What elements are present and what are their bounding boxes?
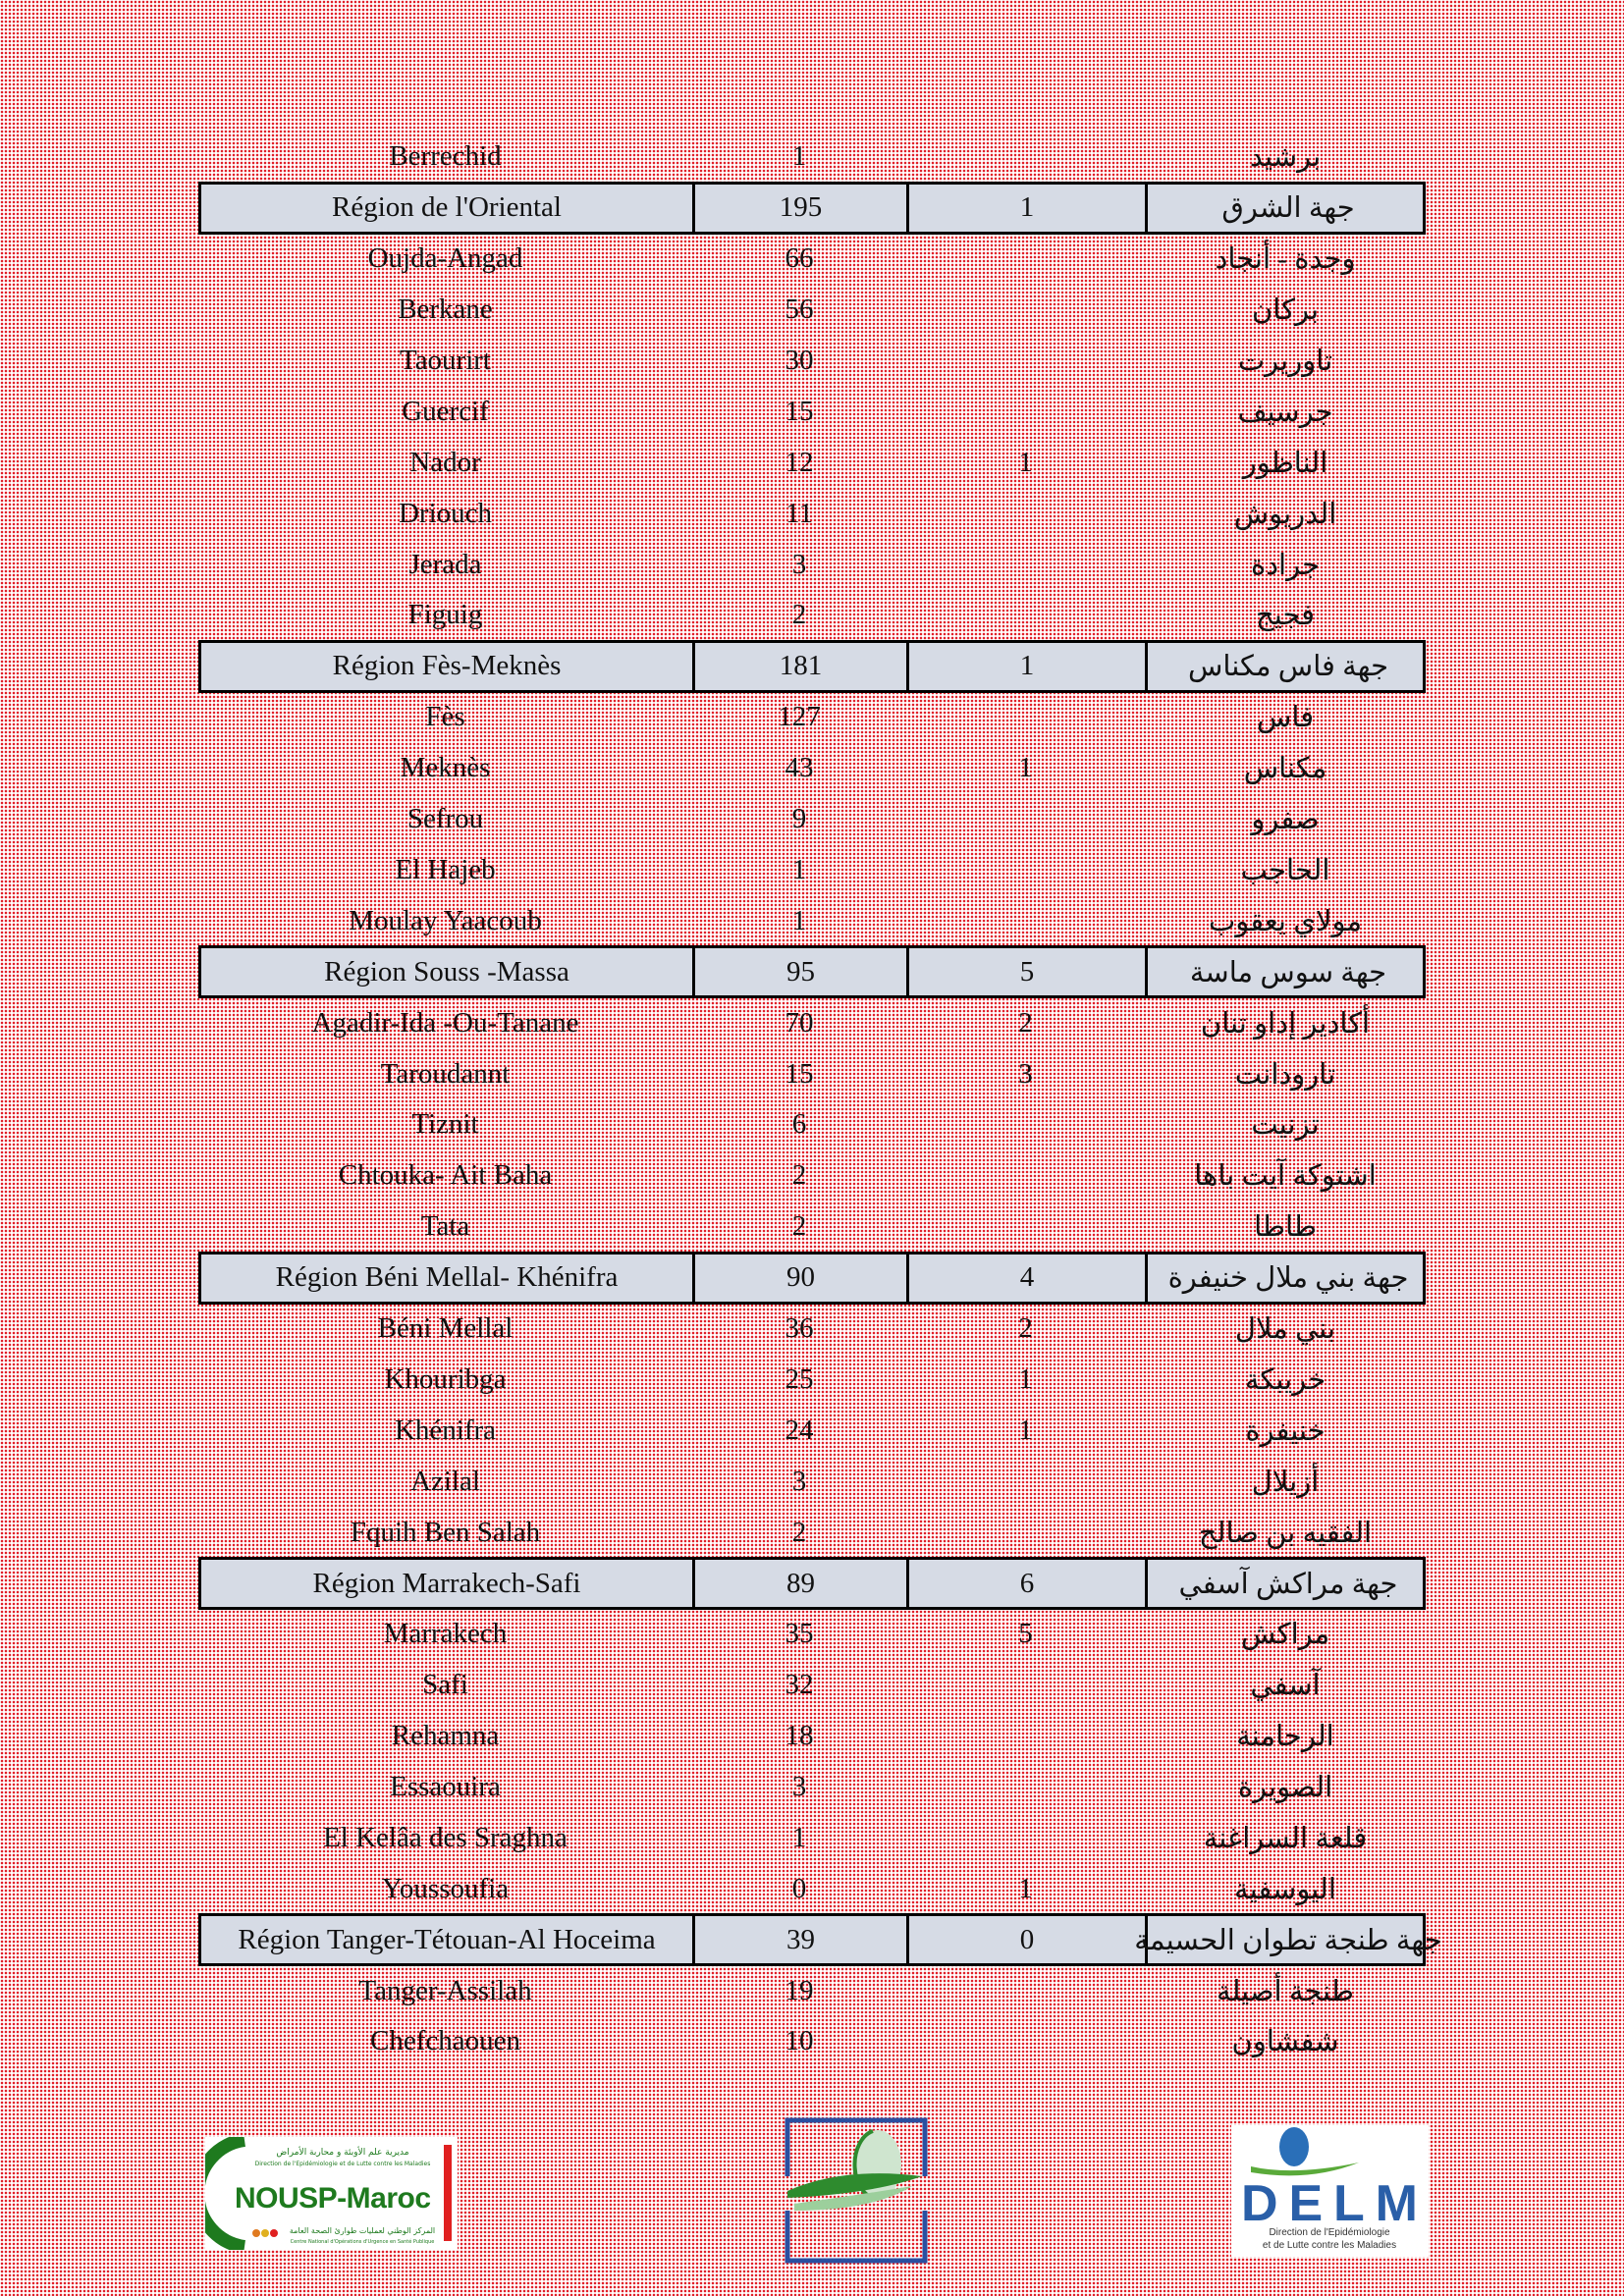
name-ar: الناظور [1242, 447, 1328, 479]
second-count [906, 1507, 1145, 1558]
district-row [198, 895, 1426, 946]
second-count [906, 539, 1145, 590]
second-count: 1 [1018, 1872, 1033, 1904]
count: 39 [695, 1916, 909, 1963]
second-count [906, 692, 1145, 743]
district-row [198, 336, 1426, 387]
name-fr: Figuig [407, 599, 483, 631]
svg-text:NOUSP-Maroc: NOUSP-Maroc [235, 2182, 431, 2215]
second-count [906, 2016, 1145, 2067]
count: 11 [785, 497, 813, 529]
second-count [906, 895, 1145, 946]
second-count [906, 1812, 1145, 1863]
second-count: 1 [909, 185, 1148, 232]
region-row [198, 1557, 1426, 1610]
name-fr: El Hajeb [395, 853, 496, 885]
district-row [198, 132, 1426, 183]
name-ar: طاطا [1254, 1211, 1317, 1244]
district-row [198, 1965, 1426, 2016]
name-ar: خريبكة [1244, 1363, 1326, 1396]
district-row [198, 1456, 1426, 1507]
name-ar: تزنيت [1251, 1109, 1320, 1142]
count: 1 [791, 853, 807, 885]
second-count: 5 [1018, 1618, 1033, 1650]
second-count: 4 [909, 1255, 1148, 1302]
name-fr: Jerada [408, 548, 482, 580]
cases-table [198, 132, 1442, 2067]
district-row [198, 1405, 1426, 1456]
count: 195 [695, 185, 909, 232]
count: 1 [791, 1821, 807, 1853]
district-row [198, 997, 1426, 1048]
district-row [198, 1812, 1426, 1863]
count: 181 [695, 643, 909, 690]
count: 2 [791, 1210, 807, 1243]
second-count: 0 [909, 1916, 1148, 1963]
count: 18 [785, 1720, 814, 1752]
name-fr: Moulay Yaacoub [349, 904, 542, 936]
name-fr: Rehamna [391, 1720, 500, 1752]
name-fr: Essaouira [390, 1771, 501, 1803]
name-fr: Tiznit [411, 1108, 479, 1141]
name-ar: بني ملال [1234, 1312, 1336, 1345]
name-ar: تاوريرت [1237, 346, 1333, 378]
name-ar: مولاي يعقوب [1208, 905, 1363, 937]
district-row [198, 1048, 1426, 1099]
name-fr: Région Béni Mellal- Khénifra [201, 1255, 695, 1302]
district-row [198, 539, 1426, 590]
name-fr: Azilal [410, 1465, 480, 1497]
name-ar: الرحامنة [1236, 1721, 1334, 1753]
name-ar: جرسيف [1237, 396, 1333, 428]
nousp-maroc-logo [205, 2137, 458, 2250]
district-row [198, 743, 1426, 794]
name-ar: الدريوش [1233, 498, 1337, 530]
svg-text:DELM: DELM [1241, 2175, 1418, 2232]
second-count: 3 [1018, 1057, 1033, 1090]
name-ar: شفشاون [1231, 2026, 1339, 2058]
name-fr: Région de l'Oriental [201, 185, 695, 232]
count: 9 [791, 803, 807, 835]
district-row [198, 590, 1426, 641]
svg-text:مديرية علم الأوبئة و محاربة ال: مديرية علم الأوبئة و محاربة الأمراض [276, 2148, 409, 2158]
count: 1 [791, 140, 807, 173]
second-count: 1 [909, 643, 1148, 690]
district-row [198, 285, 1426, 336]
district-row [198, 2016, 1426, 2067]
count: 70 [785, 1006, 814, 1039]
district-row [198, 1099, 1426, 1150]
second-count: 5 [909, 948, 1148, 995]
second-count [906, 794, 1145, 845]
name-fr: Béni Mellal [377, 1311, 514, 1344]
district-row [198, 1711, 1426, 1762]
count: 3 [791, 1465, 807, 1497]
name-ar: فجيج [1255, 600, 1316, 632]
name-fr: Fès [425, 701, 465, 733]
svg-text:et de Lutte contre les Maladie: et de Lutte contre les Maladies [1262, 2240, 1397, 2251]
name-ar: وجدة - أنجاد [1215, 243, 1356, 276]
delm-logo [1231, 2125, 1429, 2257]
second-count: 1 [1018, 1362, 1033, 1395]
name-fr: Driouch [398, 497, 493, 529]
name-ar: قلعة السراغنة [1203, 1822, 1368, 1854]
name-ar: جهة مراكش آسفي [1178, 1568, 1398, 1600]
name-ar: أزيلال [1251, 1466, 1320, 1498]
name-fr: Chefchaouen [370, 2025, 520, 2057]
name-ar: جهة سوس ماسة [1189, 956, 1387, 988]
name-fr: Nador [409, 446, 481, 478]
name-ar: طنجة أصيلة [1217, 1975, 1354, 2007]
name-fr: Khouribga [384, 1362, 507, 1395]
count: 66 [785, 242, 814, 275]
count: 89 [695, 1560, 909, 1607]
name-fr: Oujda-Angad [367, 242, 523, 275]
second-count [906, 845, 1145, 896]
name-fr: Meknès [400, 752, 491, 784]
count: 56 [785, 294, 814, 326]
name-fr: Région Souss -Massa [201, 948, 695, 995]
name-ar: جهة الشرق [1221, 192, 1355, 225]
second-count [906, 336, 1145, 387]
name-ar: فاس [1256, 702, 1315, 734]
region-row [198, 640, 1426, 693]
second-count: 1 [1018, 1414, 1033, 1446]
second-count [906, 1965, 1145, 2016]
name-ar: الحاجب [1240, 854, 1330, 886]
count: 36 [785, 1311, 814, 1344]
count: 2 [791, 599, 807, 631]
name-fr: Tanger-Assilah [358, 1974, 532, 2006]
ministry-health-logo [785, 2117, 928, 2264]
second-count: 6 [909, 1560, 1148, 1607]
svg-text:Centre National d'Opérations d: Centre National d'Opérations d'Urgence en Santé Publique [290, 2239, 435, 2245]
count: 0 [791, 1872, 807, 1904]
name-ar: خنيفرة [1245, 1415, 1326, 1447]
name-ar: الصويرة [1237, 1772, 1333, 1804]
region-row [198, 182, 1426, 235]
second-count: 2 [1018, 1311, 1033, 1344]
name-fr: Khénifra [394, 1414, 497, 1446]
name-ar: صفرو [1251, 804, 1320, 836]
name-ar: اشتوكة آيت باها [1194, 1160, 1377, 1193]
name-fr: Berrechid [389, 140, 502, 173]
name-ar: آسفي [1250, 1670, 1321, 1702]
count: 6 [791, 1108, 807, 1141]
second-count: 1 [1018, 446, 1033, 478]
district-row [198, 1609, 1426, 1660]
count: 15 [785, 1057, 814, 1090]
name-fr: El Kelâa des Sraghna [323, 1821, 568, 1853]
name-fr: Taroudannt [380, 1057, 511, 1090]
second-count [906, 386, 1145, 437]
name-fr: Fquih Ben Salah [350, 1516, 541, 1548]
count: 12 [785, 446, 814, 478]
district-row [198, 845, 1426, 896]
second-count [906, 1660, 1145, 1711]
count: 1 [791, 904, 807, 936]
count: 3 [791, 1771, 807, 1803]
count: 32 [785, 1669, 814, 1701]
name-ar: جهة فاس مكناس [1188, 651, 1388, 683]
district-row [198, 234, 1426, 285]
name-ar: الفقيه بن صالح [1198, 1517, 1373, 1549]
region-row [198, 1252, 1426, 1305]
second-count [906, 132, 1145, 183]
second-count [906, 1456, 1145, 1507]
name-fr: Taourirt [400, 345, 491, 377]
svg-text:Direction de l'Epidémiologie: Direction de l'Epidémiologie [1269, 2227, 1390, 2238]
name-ar: اليوسفية [1234, 1873, 1336, 1905]
count: 24 [785, 1414, 814, 1446]
district-row [198, 437, 1426, 488]
name-fr: Région Marrakech-Safi [201, 1560, 695, 1607]
count: 15 [785, 395, 814, 427]
count: 19 [785, 1974, 814, 2006]
district-row [198, 386, 1426, 437]
district-row [198, 488, 1426, 539]
region-row [198, 1913, 1442, 1966]
district-row [198, 1201, 1426, 1253]
count: 90 [695, 1255, 909, 1302]
second-count [906, 488, 1145, 539]
name-ar: مكناس [1243, 753, 1327, 785]
second-count [906, 1201, 1145, 1253]
count: 95 [695, 948, 909, 995]
second-count [906, 1711, 1145, 1762]
name-fr: Agadir-Ida -Ou-Tanane [311, 1006, 579, 1039]
name-fr: Tata [420, 1210, 470, 1243]
district-row [198, 1354, 1426, 1405]
svg-text:Direction de l'Epidémiologie e: Direction de l'Epidémiologie et de Lutte contre les Maladies [254, 2161, 431, 2167]
name-fr: Marrakech [383, 1618, 508, 1650]
name-ar: جهة طنجة تطوان الحسيمة [1134, 1924, 1442, 1956]
second-count [906, 1762, 1145, 1813]
count: 2 [791, 1516, 807, 1548]
second-count [906, 590, 1145, 641]
district-row [198, 1304, 1426, 1355]
name-fr: Chtouka- Ait Baha [338, 1159, 553, 1192]
second-count [906, 285, 1145, 336]
name-fr: Région Tanger-Tétouan-Al Hoceima [201, 1916, 695, 1963]
svg-text:المركز الوطني لعمليات طوارئ ال: المركز الوطني لعمليات طوارئ الصحة العامة [289, 2226, 436, 2235]
second-count [906, 1150, 1145, 1201]
district-row [198, 1660, 1426, 1711]
name-fr: Sefrou [406, 803, 484, 835]
name-ar: برشيد [1249, 141, 1322, 174]
name-fr: Safi [422, 1669, 468, 1701]
count: 10 [785, 2025, 814, 2057]
name-ar: مراكش [1240, 1619, 1330, 1651]
count: 43 [785, 752, 814, 784]
count: 30 [785, 345, 814, 377]
district-row [198, 1150, 1426, 1201]
count: 3 [791, 548, 807, 580]
count: 25 [785, 1362, 814, 1395]
name-fr: Berkane [398, 294, 493, 326]
count: 127 [778, 701, 821, 733]
name-fr: Youssoufia [381, 1872, 510, 1904]
count: 2 [791, 1159, 807, 1192]
district-row [198, 1507, 1426, 1558]
name-ar: جهة بني ملال خنيفرة [1167, 1262, 1409, 1295]
district-row [198, 1863, 1426, 1914]
name-fr: Guercif [402, 395, 489, 427]
second-count [906, 234, 1145, 285]
second-count: 2 [1018, 1006, 1033, 1039]
district-row [198, 794, 1426, 845]
name-ar: أكادير إداو تنان [1200, 1007, 1371, 1040]
name-ar: جرادة [1250, 549, 1321, 581]
count: 35 [785, 1618, 814, 1650]
name-ar: بركان [1252, 294, 1320, 327]
name-fr: Région Fès-Meknès [201, 643, 695, 690]
district-row [198, 692, 1426, 743]
second-count [906, 1099, 1145, 1150]
second-count: 1 [1018, 752, 1033, 784]
region-row [198, 945, 1426, 998]
district-row [198, 1762, 1426, 1813]
name-ar: تارودانت [1234, 1058, 1336, 1091]
